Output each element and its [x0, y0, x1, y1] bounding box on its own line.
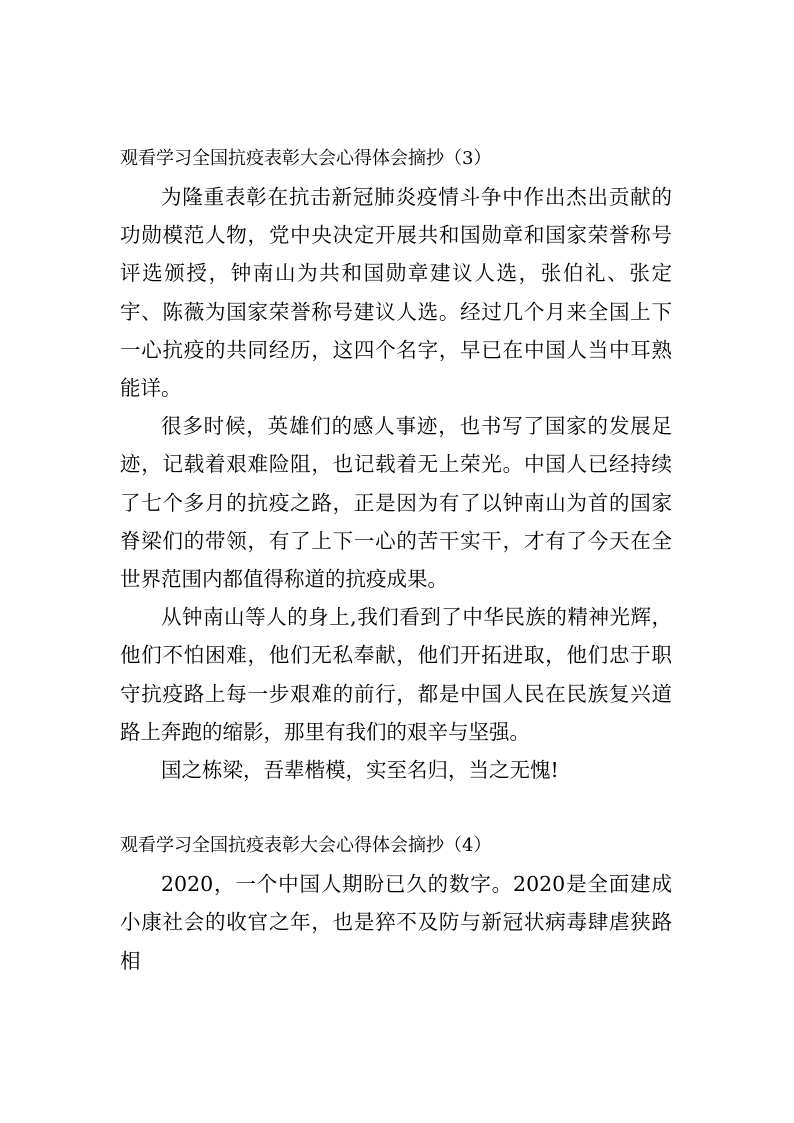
paragraph: 从钟南山等人的身上,我们看到了中华民族的精神光辉，他们不怕困难，他们无私奉献，他们开拓进取，他们忠于职守抗疫路上每一步艰难的前行，都是中国人民在民族复兴道路上奔跑的缩影，那里有我们的艰辛与坚强。: [120, 605, 672, 744]
paragraph: 2020，一个中国人期盼已久的数字。2020是全面建成小康社会的收官之年，也是猝不及防与新冠状病毒肆虐狭路相: [120, 872, 672, 973]
section-heading-4: 观看学习全国抗疫表彰大会心得体会摘抄（4）: [120, 835, 492, 857]
document-body: [120, 140, 672, 980]
paragraph: 为隆重表彰在抗击新冠肺炎疫情斗争中作出杰出贡献的功勋模范人物，党中央决定开展共和国勋章和国家荣誉称号评选颁授，钟南山为共和国勋章建议人选，张伯礼、张定宇、陈薇为国家荣誉称号建议人选。经过几个月来全国上下一心抗疫的共同经历，这四个名字，早已在中国人当中耳熟能详。: [120, 185, 672, 401]
paragraph: 很多时候，英雄们的感人事迹，也书写了国家的发展足迹，记载着艰难险阻，也记载着无上荣光。中国人已经持续了七个多月的抗疫之路，正是因为有了以钟南山为首的国家脊梁们的带领，有了上下一心的苦干实干，才有了今天在全世界范围内都值得称道的抗疫成果。: [120, 414, 672, 592]
section-heading-3: 观看学习全国抗疫表彰大会心得体会摘抄（3）: [120, 148, 492, 169]
section-spacer: [120, 789, 672, 827]
paragraph: 国之栋梁，吾辈楷模，实至名归，当之无愧!: [161, 758, 559, 783]
